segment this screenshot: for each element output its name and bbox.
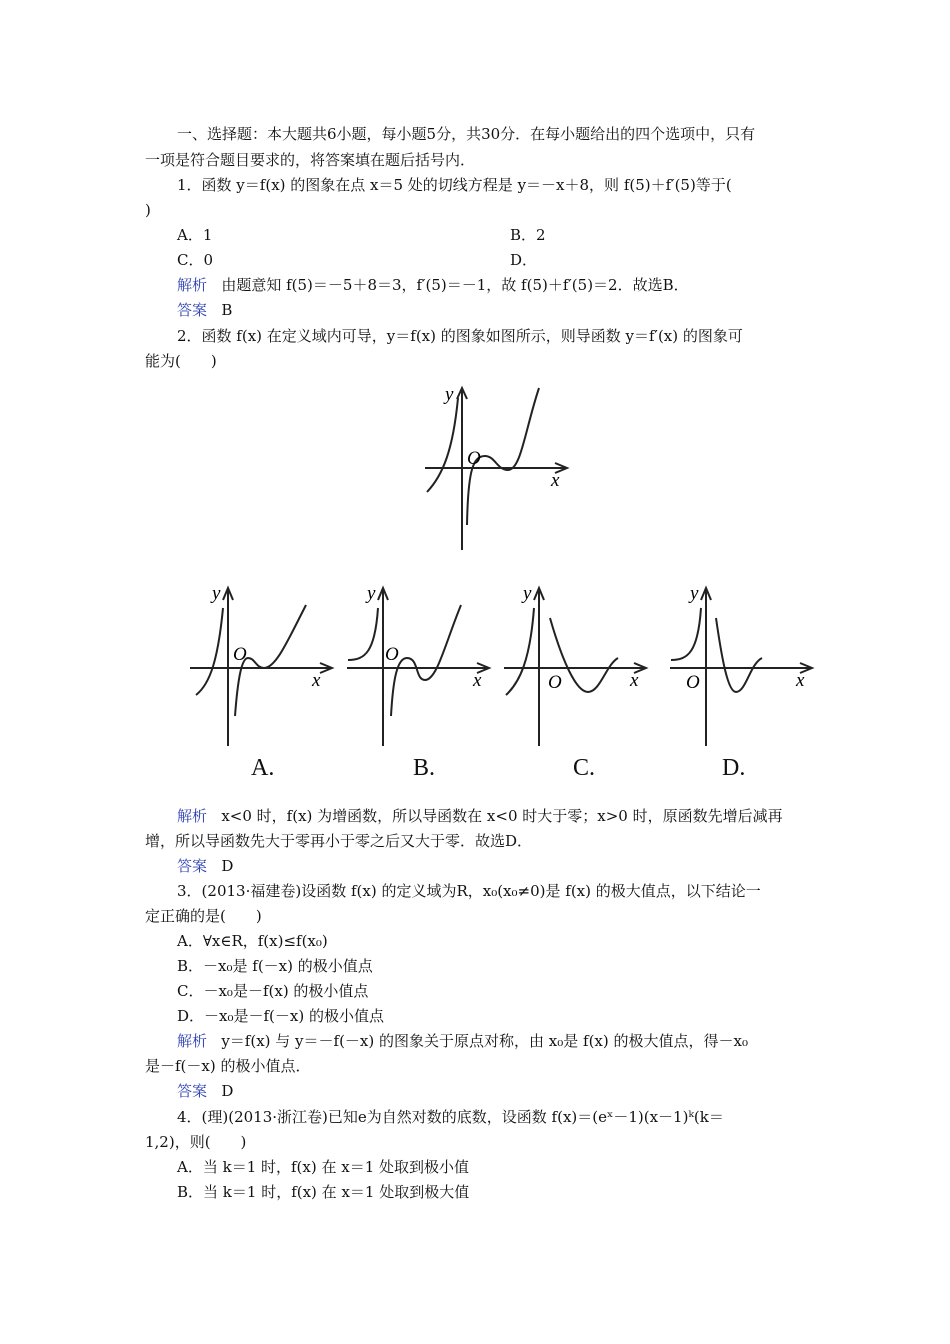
q3-analysis-text1: y＝f(x) 与 y＝－f(－x) 的图象关于原点对称，由 x₀是 f(x) 的极大值点，得－x₀: [221, 1032, 748, 1050]
d-x-label: x: [796, 670, 805, 691]
d-origin-label: O: [686, 672, 700, 693]
q1-answer-label: 答案: [177, 301, 208, 319]
q3-option-a: A．∀x∈R，f(x)≤f(x₀): [177, 932, 328, 950]
section-intro-line1: 一、选择题：本大题共6小题，每小题5分，共30分．在每小题给出的四个选项中，只有: [177, 125, 756, 143]
q1-answer-value: B: [221, 301, 233, 319]
q2-analysis-line1: [177, 806, 783, 826]
q1-analysis: [177, 275, 689, 295]
q3-answer: [177, 1081, 233, 1101]
q1-option-a: A．1: [177, 226, 213, 244]
q4-stem-line2: 1,2)，则( ): [145, 1133, 247, 1151]
q3-stem-line1: 3．(2013·福建卷)设函数 f(x) 的定义域为R，x₀(x₀≠0)是 f(x) 的极大值点，以下结论一: [177, 882, 761, 900]
q1-option-c: C．0: [177, 251, 214, 269]
q2-stem-line1: 2．函数 f(x) 在定义域内可导，y＝f(x) 的图象如图所示，则导函数 y＝f′(x) 的图象可: [177, 327, 743, 345]
q2-analysis-line2: 增，所以导函数先大于零再小于零之后又大于零．故选D．: [145, 832, 533, 850]
main-y-label: y: [445, 384, 454, 405]
q4-option-a: A．当 k＝1 时，f(x) 在 x＝1 处取到极小值: [177, 1158, 470, 1176]
b-origin-label: O: [385, 644, 399, 665]
q3-analysis-line1: [177, 1031, 748, 1051]
c-x-label: x: [630, 670, 639, 691]
a-x-label: x: [312, 670, 321, 691]
a-y-label: y: [212, 583, 221, 604]
c-y-label: y: [523, 583, 532, 604]
q2-stem-line2: 能为( ): [145, 352, 217, 370]
q1-stem-line2: ): [145, 201, 151, 219]
main-origin-label: O: [467, 448, 481, 469]
q2-answer-value: D: [221, 857, 234, 875]
q2-option-a-label: A.: [251, 755, 275, 781]
q1-answer: [177, 300, 232, 320]
q3-option-c: C．－x₀是－f(x) 的极小值点: [177, 982, 369, 1000]
q4-stem-line1: 4．(理)(2013·浙江卷)已知e为自然对数的底数，设函数 f(x)＝(eˣ－1)(x－1)ᵏ(k＝: [177, 1108, 724, 1126]
q1-analysis-label: 解析: [177, 276, 208, 294]
q3-option-b: B．－x₀是 f(－x) 的极小值点: [177, 957, 373, 975]
q1-analysis-text: 由题意知 f(5)＝－5＋8＝3，f′(5)＝－1，故 f(5)＋f′(5)＝2．故选B．: [221, 276, 689, 294]
q3-stem-line2: 定正确的是( ): [145, 907, 262, 925]
q2-answer-label: 答案: [177, 857, 208, 875]
q2-option-d-label: D.: [722, 755, 746, 781]
q2-option-a-graph: [188, 580, 338, 750]
q4-option-b: B．当 k＝1 时，f(x) 在 x＝1 处取到极大值: [177, 1183, 470, 1201]
q2-option-c-graph: [502, 580, 652, 750]
c-origin-label: O: [548, 672, 562, 693]
q3-analysis-line2: 是－f(－x) 的极小值点．: [145, 1057, 311, 1075]
q3-option-d: D．－x₀是－f(－x) 的极小值点: [177, 1007, 384, 1025]
q1-stem-line1: 1．函数 y＝f(x) 的图象在点 x＝5 处的切线方程是 y＝－x＋8，则 f(5)＋f′(5)等于(: [177, 176, 732, 194]
q2-analysis-label: 解析: [177, 807, 208, 825]
q3-answer-label: 答案: [177, 1082, 208, 1100]
q3-analysis-label: 解析: [177, 1032, 208, 1050]
q1-option-b: B．2: [510, 226, 546, 244]
q2-option-c-label: C.: [573, 755, 596, 781]
q2-analysis-text1: x<0 时，f(x) 为增函数，所以导函数在 x<0 时大于零；x>0 时，原函数先增后减再: [221, 807, 783, 825]
section-intro-line2: 一项是符合题目要求的，将答案填在题后括号内．: [145, 151, 476, 169]
a-origin-label: O: [233, 644, 247, 665]
q2-option-d-graph: [668, 580, 818, 750]
q1-option-d: D．: [510, 251, 538, 269]
b-y-label: y: [367, 583, 376, 604]
q3-answer-value: D: [221, 1082, 234, 1100]
q2-option-b-graph: [345, 580, 495, 750]
main-x-label: x: [551, 470, 560, 491]
b-x-label: x: [473, 670, 482, 691]
d-y-label: y: [690, 583, 699, 604]
q2-main-graph: [415, 380, 575, 555]
q2-option-b-label: B.: [413, 755, 436, 781]
curve-left-branch: [427, 398, 458, 492]
q2-answer: [177, 856, 233, 876]
